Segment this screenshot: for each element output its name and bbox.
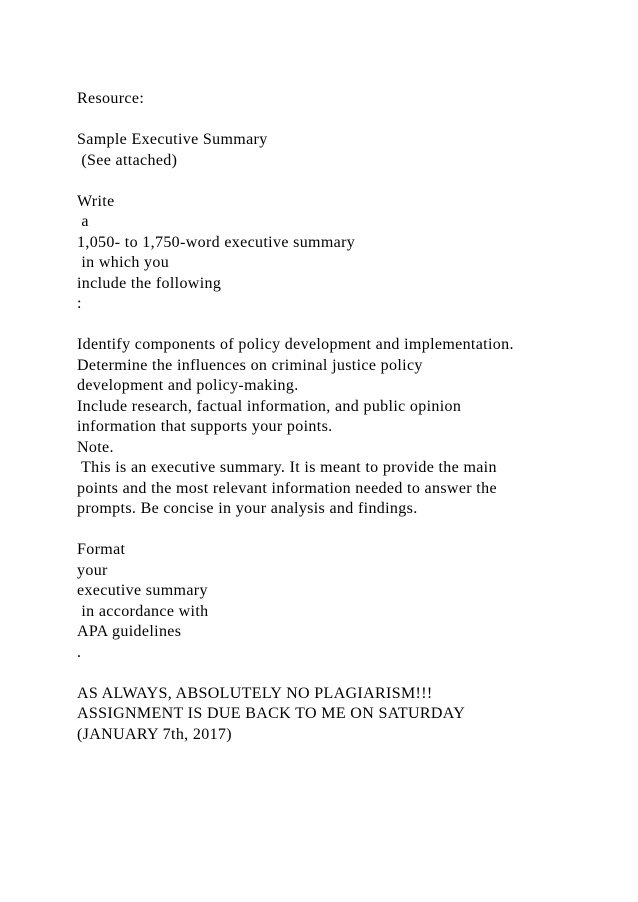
closing-line: ASSIGNMENT IS DUE BACK TO ME ON SATURDAY: [77, 705, 466, 722]
closing-line: AS ALWAYS, ABSOLUTELY NO PLAGIARISM!!!: [77, 684, 433, 702]
requirement-line: Determine the influences on criminal justice policy: [77, 356, 423, 374]
instruction-line: Write: [77, 192, 115, 210]
requirement-line: information that supports your points.: [77, 418, 333, 435]
format-line: .: [77, 643, 82, 661]
paragraph-gap: [77, 520, 597, 541]
note-line: prompts. Be concise in your analysis and findings.: [77, 500, 418, 517]
instruction-line: 1,050- to 1,750-word executive summary: [77, 233, 356, 251]
instruction-line: :: [77, 295, 82, 312]
format-line: APA guidelines: [77, 623, 182, 640]
resource-title: Sample Executive Summary: [77, 131, 268, 148]
format-line: your: [77, 561, 108, 579]
requirement-line: development and policy-making.: [77, 377, 299, 394]
requirements-paragraph: [77, 335, 597, 520]
format-line: in accordance with: [77, 602, 209, 620]
instruction-paragraph: [77, 192, 597, 315]
note-line: points and the most relevant information needed to answer the: [77, 479, 497, 497]
requirement-line: Include research, factual information, and public opinion: [77, 397, 462, 415]
format-paragraph: [77, 540, 597, 663]
closing-paragraph: [77, 684, 597, 746]
paragraph-gap: [77, 315, 597, 336]
instruction-line: in which you: [77, 254, 170, 271]
resource-note: (See attached): [77, 151, 178, 169]
paragraph-gap: [77, 171, 597, 192]
resource-label: Resource:: [77, 90, 145, 107]
instruction-line: a: [77, 213, 89, 230]
requirement-line: Identify components of policy development and implementation.: [77, 336, 514, 353]
paragraph-gap: [77, 663, 597, 684]
paragraph-gap: [77, 110, 597, 131]
document-body: [77, 89, 597, 745]
format-line: Format: [77, 541, 126, 558]
note-label: Note.: [77, 438, 114, 456]
note-line: This is an executive summary. It is meant to provide the main: [77, 459, 497, 476]
closing-line: (JANUARY 7th, 2017): [77, 725, 232, 743]
instruction-line: include the following: [77, 274, 222, 292]
format-line: executive summary: [77, 582, 208, 599]
